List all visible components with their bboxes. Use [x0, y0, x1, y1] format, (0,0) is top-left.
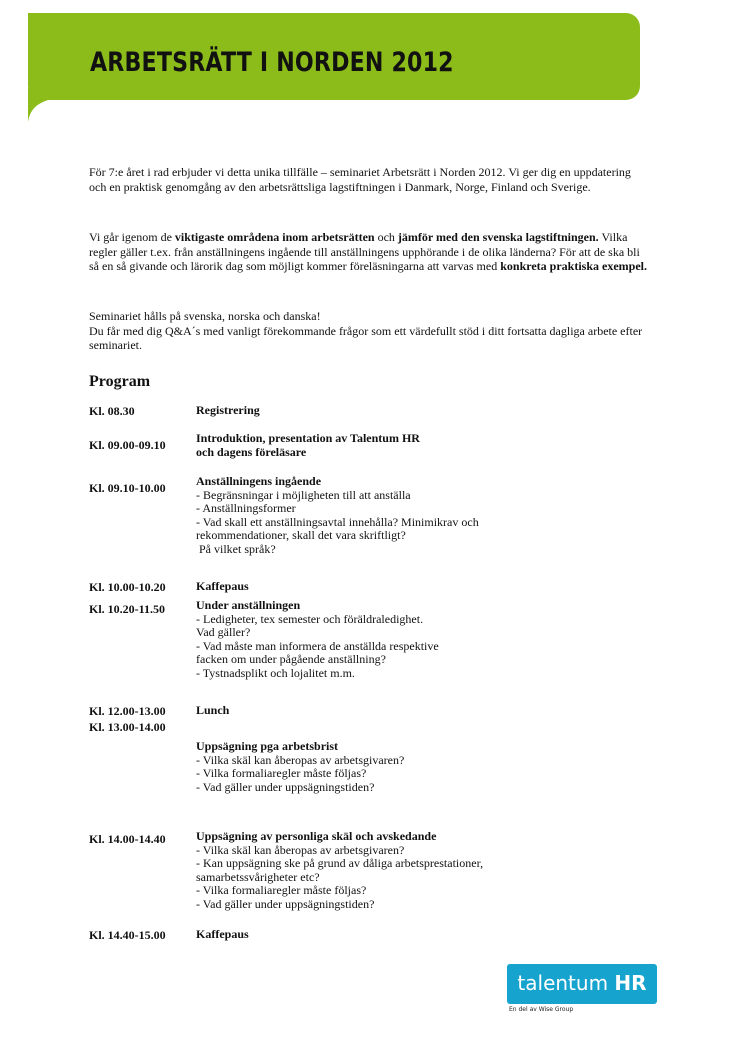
program-time: Kl. 14.00-14.40 — [89, 832, 166, 846]
program-entry-head: Anställningens ingående — [196, 474, 322, 488]
program-entry-head: Introduktion, presentation av Talentum HR — [196, 431, 420, 445]
program-entry-item: - Begränsningar i möjligheten till att anställa — [196, 487, 411, 502]
program-entry-item: - Vad gäller under uppsägningstiden? — [196, 896, 375, 911]
logo-text — [507, 971, 657, 995]
banner-tail — [28, 88, 48, 122]
program-entry-head: Uppsägning pga arbetsbrist — [196, 739, 339, 753]
program-entry-item: - Vilka skäl kan åberopas av arbetsgivaren? — [196, 842, 405, 857]
program-entry-head: Uppsägning av personliga skäl och avskedande — [196, 829, 437, 843]
program-time: Kl. 10.00-10.20 — [89, 580, 166, 594]
intro-paragraph-2 — [89, 230, 649, 274]
logo-name: talentum — [517, 971, 609, 995]
program-time: Kl. 10.20-11.50 — [89, 602, 166, 616]
intro-bold-text: viktigaste områdena inom arbetsrätten — [174, 230, 375, 244]
program-entry-head: Under anställningen — [196, 598, 301, 612]
program-entry — [196, 580, 576, 594]
program-time: Kl. 09.00-09.10 — [89, 438, 166, 452]
intro-text: Seminariet hålls på svenska, norska och danska! — [89, 309, 321, 323]
program-entry — [196, 740, 576, 794]
program-entry — [196, 928, 576, 942]
intro-bold-text: jämför med den svenska lagstiftningen. — [397, 230, 599, 244]
program-entry-item: - Vilka formaliaregler måste följas? — [196, 883, 367, 898]
program-entry-head: och dagens föreläsare — [196, 444, 307, 459]
page-title: ARBETSRÄTT I NORDEN 2012 — [90, 47, 454, 78]
program-time: Kl. 13.00-14.00 — [89, 720, 166, 734]
program-entry-item: - Vilka skäl kan åberopas av arbetsgivaren? — [196, 752, 405, 767]
program-entry — [196, 404, 576, 418]
program-entry-head: Registrering — [196, 403, 260, 417]
program-time: Kl. 08.30 — [89, 404, 135, 418]
logo-hr: HR — [614, 971, 647, 995]
intro-text: Vi går igenom de — [89, 230, 175, 244]
program-entry-head: Kaffepaus — [196, 927, 249, 941]
program-heading: Program — [89, 373, 151, 390]
program-entry-item: - Vad måste man informera de anställda respektive — [196, 638, 439, 653]
program-entry-item: - Ledigheter, tex semester och föräldraledighet. — [196, 611, 424, 626]
program-time: Kl. 12.00-13.00 — [89, 704, 166, 718]
intro-bold-text: konkreta praktiska exempel. — [500, 259, 648, 273]
program-entry-head: Lunch — [196, 703, 230, 717]
program-entry-item: - Tystnadsplikt och lojalitet m.m. — [196, 665, 355, 680]
program-entry-item: Vad gäller? — [196, 625, 251, 640]
program-entry-item: På vilket språk? — [196, 541, 276, 556]
program-entry-item: - Vad gäller under uppsägningstiden? — [196, 779, 375, 794]
intro-text: och — [374, 230, 398, 244]
program-entry — [196, 830, 576, 912]
program-entry-item: - Anställningsformer — [196, 501, 296, 516]
program-entry-item: - Vad skall ett anställningsavtal innehålla? Minimikrav och — [196, 514, 479, 529]
intro-text: Vilka regler gäller t.ex. från anställningens ingående till anställningens upphörande i de olika länderna? För att de ska bli så en så givande och lärorik dag som möjligt kommer föreläsningarna att varvas med — [89, 230, 640, 273]
program-entry-head: Kaffepaus — [196, 579, 249, 593]
intro-paragraph-1: För 7:e året i rad erbjuder vi detta unika tillfälle – seminariet Arbetsrätt i Norden 2012. Vi ger dig en uppdatering och en praktisk genomgång av den arbetsrättsliga lagstiftningen i Danmark, Norge, Finland och Sverige. — [89, 165, 631, 194]
program-time: Kl. 09.10-10.00 — [89, 481, 166, 495]
program-entry-item: rekommendationer, skall det vara skriftligt? — [196, 528, 406, 543]
program-entry — [196, 475, 576, 557]
program-entry-item: samarbetssvårigheter etc? — [196, 869, 320, 884]
program-entry-item: - Vilka formaliaregler måste följas? — [196, 766, 367, 781]
program-entry — [196, 599, 576, 681]
program-entry — [196, 432, 576, 459]
program-entry-item: - Kan uppsägning ske på grund av dåliga arbetsprestationer, — [196, 856, 484, 871]
program-entry-item: facken om under pågående anställning? — [196, 652, 386, 667]
program-entry — [196, 704, 576, 718]
program-time: Kl. 14.40-15.00 — [89, 928, 166, 942]
talentum-hr-logo — [507, 964, 657, 1004]
logo-tagline: En del av Wise Group — [509, 1006, 574, 1013]
intro-paragraph-3 — [89, 309, 649, 353]
intro-text: Du får med dig Q&A´s med vanligt förekommande frågor som ett värdefullt stöd i ditt fortsatta dagliga arbete efter seminariet. — [89, 323, 643, 352]
